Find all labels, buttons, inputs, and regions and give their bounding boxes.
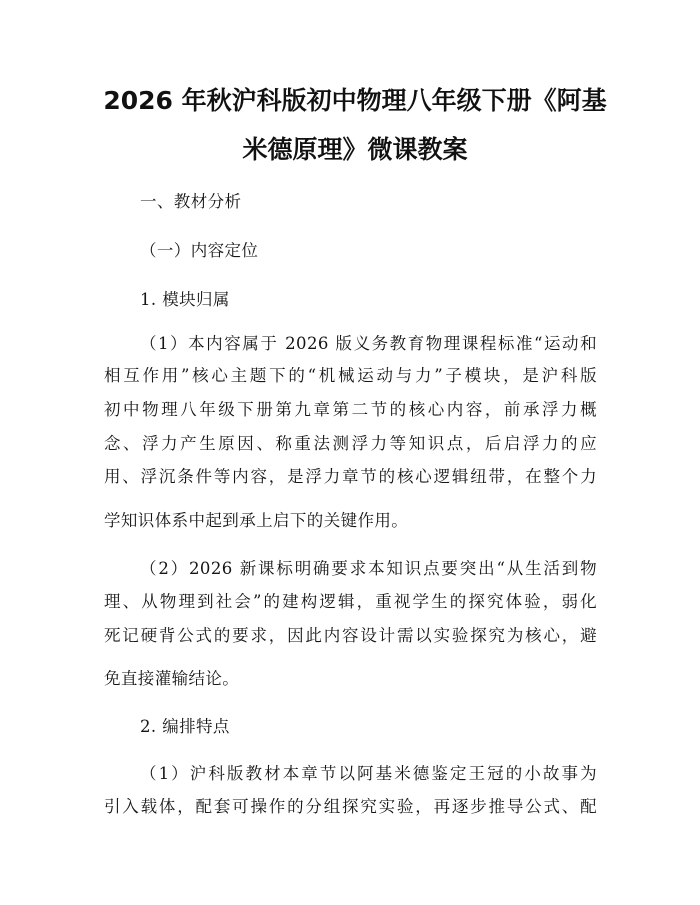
paragraph-line: （1）本内容属于 2026 版义务教育物理课程标准“运动和 — [140, 334, 597, 353]
paragraph-line: （2）2026 新课标明确要求本知识点要突出“从生活到物 — [140, 559, 597, 578]
section-heading-textbook-analysis: 一、教材分析 — [140, 192, 242, 211]
document-title-line-1: 2026 年秋沪科版初中物理八年级下册《阿基 — [103, 86, 607, 115]
paragraph-line: 免直接灌输结论。 — [104, 669, 240, 688]
paragraph-line: 念、浮力产生原因、称重法测浮力等知识点，后启浮力的应 — [104, 434, 597, 453]
paragraph-line: 引入载体，配套可操作的分组探究实验，再逐步推导公式、配 — [104, 797, 597, 816]
paragraph-line: 用、浮沉条件等内容，是浮力章节的核心逻辑纽带，在整个力 — [104, 467, 597, 486]
paragraph-line: 相互作用”核心主题下的“机械运动与力”子模块，是沪科版 — [104, 366, 597, 385]
subsection-heading-content-positioning: （一）内容定位 — [140, 241, 259, 260]
paragraph-line: 学知识体系中起到承上启下的关键作用。 — [104, 511, 409, 530]
paragraph-line: （1）沪科版教材本章节以阿基米德鉴定王冠的小故事为 — [140, 764, 597, 783]
paragraph-line: 理、从物理到社会”的建构逻辑，重视学生的探究体验，弱化 — [104, 592, 597, 611]
item-heading-module-attribution: 1. 模块归属 — [140, 290, 230, 309]
paragraph-line: 死记硬背公式的要求，因此内容设计需以实验探究为核心，避 — [104, 626, 597, 645]
paragraph-line: 初中物理八年级下册第九章第二节的核心内容，前承浮力概 — [104, 400, 597, 419]
document-title-line-2: 米德原理》微课教案 — [242, 135, 468, 164]
item-heading-layout-features: 2. 编排特点 — [140, 717, 230, 736]
